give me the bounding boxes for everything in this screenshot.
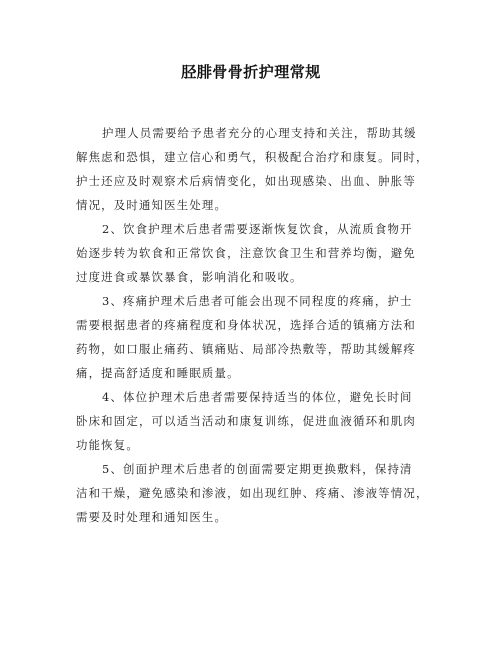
- text-line: 情况，及时通知医生处理。: [76, 198, 228, 212]
- text-line: 护理人员需要给予患者充分的心理支持和关注，帮助其缓: [102, 126, 417, 140]
- text-line: 始逐步转为软食和正常饮食，注意饮食卫生和营养均衡，避免: [76, 246, 416, 260]
- text-line: 药物，如口服止痛药、镇痛贴、局部冷热敷等，帮助其缓解疼: [76, 342, 416, 356]
- document-title: 胫腓骨骨折护理常规: [181, 63, 321, 81]
- text-line: 需要及时处理和通知医生。: [76, 510, 228, 524]
- text-line: 5、创面护理术后患者的创面需要定期更换敷料，保持清: [102, 462, 413, 476]
- text-line: 痛，提高舒适度和睡眠质量。: [76, 366, 240, 380]
- text-line: 功能恢复。: [76, 438, 139, 452]
- text-line: 4、体位护理术后患者需要保持适当的体位，避免长时间: [102, 390, 413, 404]
- text-line: 3、疼痛护理术后患者可能会出现不同程度的疼痛，护士: [102, 294, 413, 308]
- text-line: 卧床和固定，可以适当活动和康复训练，促进血液循环和肌肉: [76, 414, 416, 428]
- text-line: 解焦虑和恐惧，建立信心和勇气，积极配合治疗和康复。同时，: [76, 150, 429, 164]
- text-line: 护士还应及时观察术后病情变化，如出现感染、出血、肿胀等: [76, 174, 416, 188]
- text-line: 过度进食或暴饮暴食，影响消化和吸收。: [76, 270, 303, 284]
- text-line: 2、饮食护理术后患者需要逐渐恢复饮食，从流质食物开: [102, 222, 413, 236]
- text-line: 洁和干燥，避免感染和渗液，如出现红肿、疼痛、渗液等情况，: [76, 486, 429, 500]
- text-line: 需要根据患者的疼痛程度和身体状况，选择合适的镇痛方法和: [76, 318, 416, 332]
